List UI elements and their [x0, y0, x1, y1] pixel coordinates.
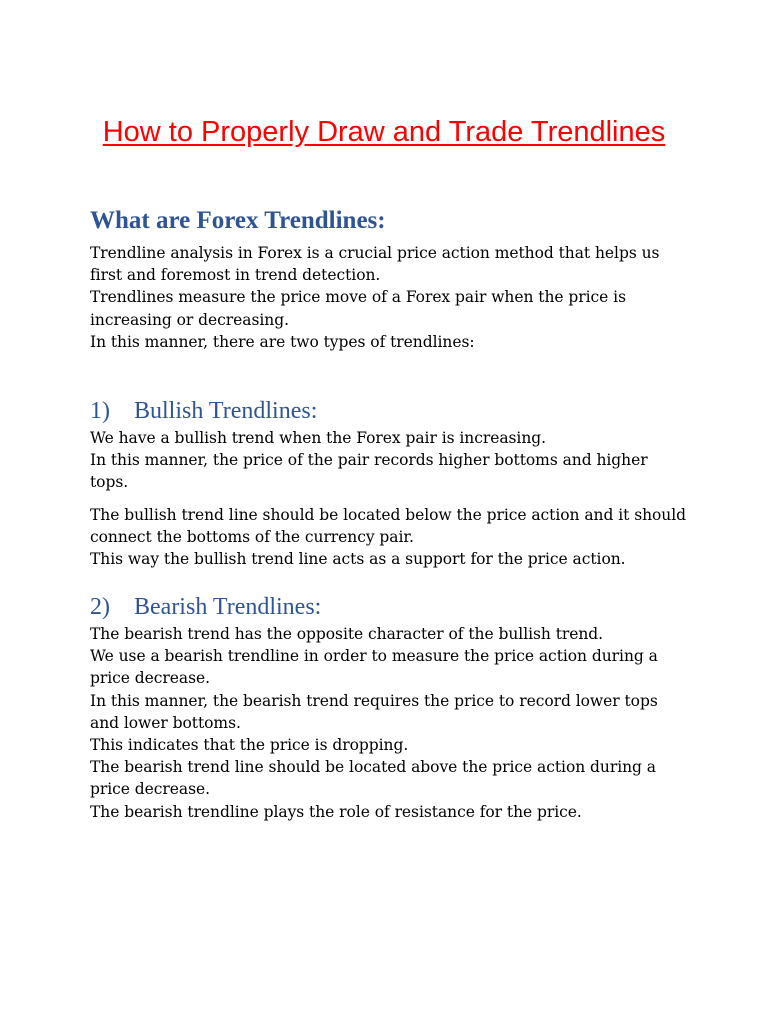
bearish-heading-text: Bearish Trendlines:	[134, 594, 322, 620]
intro-heading: What are Forex Trendlines:	[90, 207, 386, 234]
bullish-paragraph-a	[90, 427, 690, 494]
text-line: We have a bullish trend when the Forex pair is increasing.	[90, 429, 547, 447]
text-line: increasing or decreasing.	[90, 310, 289, 329]
bullish-heading-text: Bullish Trendlines:	[134, 398, 318, 424]
text-line: This way the bullish trend line acts as a support for the price action.	[90, 550, 626, 569]
intro-paragraph	[90, 242, 690, 353]
text-line: In this manner, the price of the pair records higher bottoms and higher	[90, 451, 648, 470]
text-line: tops.	[90, 473, 129, 492]
text-line: first and foremost in trend detection.	[90, 266, 381, 285]
text-line: The bullish trend line should be located below the price action and it should	[90, 506, 687, 524]
text-line: price decrease.	[90, 669, 210, 688]
document-title: How to Properly Draw and Trade Trendlines	[102, 116, 666, 148]
text-line: price decrease.	[90, 780, 210, 799]
text-line: In this manner, there are two types of trendlines:	[90, 332, 475, 351]
list-number: 2)	[90, 594, 110, 620]
text-line: The bearish trendline plays the role of resistance for the price.	[90, 802, 582, 821]
bullish-heading	[90, 396, 317, 426]
text-line: We use a bearish trendline in order to measure the price action during a	[90, 647, 658, 666]
text-line: and lower bottoms.	[90, 713, 241, 732]
bullish-paragraph-b	[90, 504, 690, 571]
text-line: In this manner, the bearish trend requires the price to record lower tops	[90, 691, 658, 710]
list-number: 1)	[90, 398, 110, 424]
bearish-paragraph	[90, 623, 690, 823]
text-line: This indicates that the price is dropping.	[90, 736, 409, 755]
text-line: Trendline analysis in Forex is a crucial price action method that helps us	[90, 244, 660, 262]
text-line: The bearish trend has the opposite character of the bullish trend.	[90, 625, 604, 643]
text-line: connect the bottoms of the currency pair.	[90, 528, 414, 547]
text-line: The bearish trend line should be located above the price action during a	[90, 758, 656, 777]
text-line: Trendlines measure the price move of a Forex pair when the price is	[90, 288, 626, 307]
bearish-heading	[90, 592, 321, 622]
